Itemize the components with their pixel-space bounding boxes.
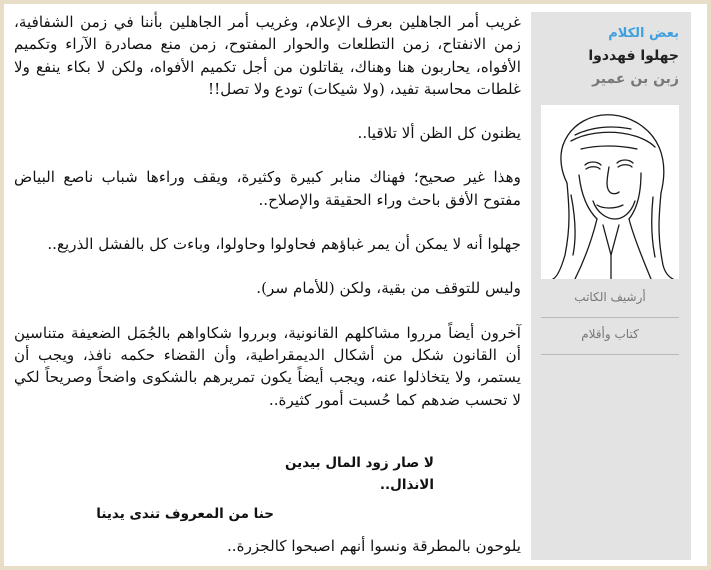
article-paragraph: وليس للتوقف من بقية، ولكن (للأمام سر). [256, 279, 521, 298]
sidebar-divider [541, 354, 679, 355]
author-sketch-image [541, 105, 679, 279]
poem-line: الانذال.. [379, 477, 434, 493]
article-paragraph: وهذا غير صحيح؛ فهناك منابر كبيرة وكثيرة، ويقف وراءها شباب ناصع البياض مفتوح الأفق باحث وراء الحقيقة والإصلاح.. [14, 168, 521, 209]
closing-line: يلوحون بالمطرقة ونسوا أنهم اصبحوا كالجزرة.. [226, 537, 521, 555]
article-paragraph: غريب أمر الجاهلين بعرف الإعلام، وغريب أمر الجاهلين بأننا في زمن الشفافية، زمن الانفتاح، زمن التطلعات والحوار المفتوح، زمن منع مصادرة الآراء وتكميم الأفواه، يحاربون هنا وهناك، يقاتلون من أجل تكميم الأفواه، ولكن لا بكاء ينفع ولا غلطات محاسبة تفيد، (ولا شيكات) تودع ولا تصل!! [14, 13, 521, 98]
article-paragraph: آخرون أيضاً مرروا مشاكلهم القانونية، وبرروا شكاواهم بالجُمَل الضعيفة متناسين أن القانون شكل من أشكال الديمقراطية، وأن القضاء حكمه نافذ، ويجب أن يستمر، ولا يتخاذلوا عنه، ويجب أيضاً يكون تمريرهم بالشكوى واضحاً وصريحاً لكي لا تحسب ضدهم كما حُسبت أمور كثيرة.. [14, 323, 521, 409]
writers-link[interactable]: كتاب وأقلام [581, 327, 639, 341]
author-portrait [541, 105, 679, 279]
poem-line: لا صار زود المال بيدين [285, 455, 434, 471]
poem-line: حنا من المعروف تندى يدينا [96, 506, 274, 522]
sidebar-divider [541, 317, 679, 318]
article-title: جهلوا فهددوا [588, 48, 679, 64]
author-name[interactable]: زبن بن عمير [592, 71, 679, 87]
author-archive-link[interactable]: أرشيف الكاتب [574, 290, 646, 304]
article-paragraph: يظنون كل الظن ألا تلاقيا.. [357, 124, 521, 143]
sidebar [531, 12, 691, 560]
article-paragraph: جهلوا أنه لا يمكن أن يمر غباؤهم فحاولوا وحاولوا، وباءت كل بالفشل الذريع.. [47, 235, 521, 254]
article-body [14, 11, 521, 411]
section-label[interactable]: بعض الكلام [608, 26, 679, 41]
